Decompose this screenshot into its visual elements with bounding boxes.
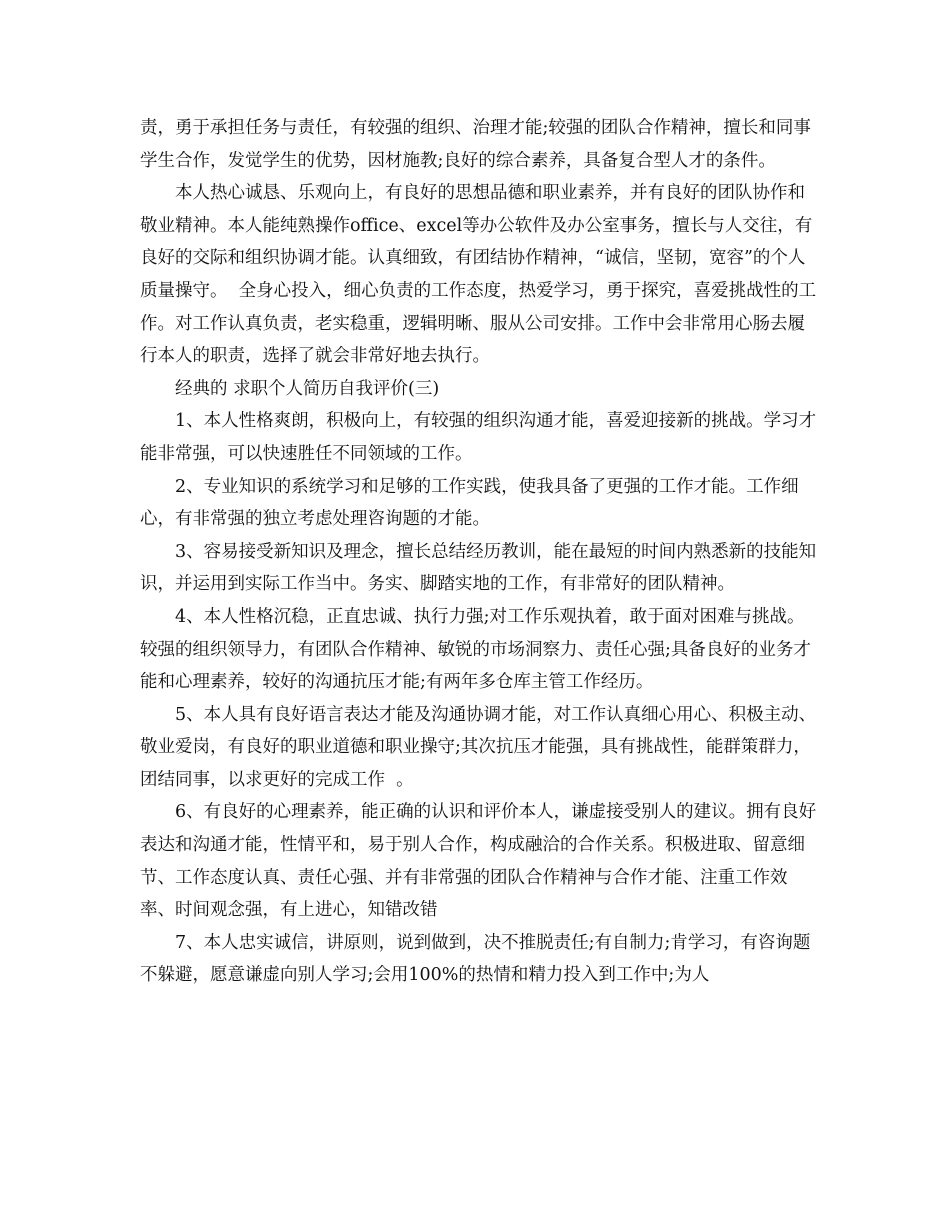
list-item-7: 7、本人忠实诚信，讲原则，说到做到，决不推脱责任;有自制力;肯学习，有咨询题不躲避，愿意谦虚向别人学习;会用100%的热情和精力投入到工作中;为人 — [140, 932, 811, 986]
list-item-1: 1、本人性格爽朗，积极向上，有较强的组织沟通才能，喜爱迎接新的挑战。学习才能非常强，可以快速胜任不同领域的工作。 — [140, 411, 817, 464]
list-item-3: 3、容易接受新知识及理念，擅长总结经历教训，能在最短的时间内熟悉新的技能知识，并运用到实际工作当中。务实、脚踏实地的工作，有非常好的团队精神。 — [140, 541, 817, 595]
paragraph-self-intro: 本人热心诚恳、乐观向上，有良好的思想品德和职业素养，并有良好的团队协作和敬业精神。本人能纯熟操作office、excel等办公软件及办公室事务，擅长与人交往，有良好的交际和组织协调才能。认真细致，有团结协作精神，“诚信，坚韧，宽容”的个人质量操守。 全身心投入，细心负责的工作态度，热爱学习，勇于探究，喜爱挑战性的工作。对工作认真负责，老实稳重，逻辑明晰、服从公司安排。工作中会非常用心肠去履行本人的职责，选择了就会非常好地去执行。 — [140, 183, 817, 367]
paragraph-continuation: 责，勇于承担任务与责任，有较强的组织、治理才能;较强的团队合作精神，擅长和同事学生合作，发觉学生的优势，因材施教;良好的综合素养，具备复合型人才的条件。 — [140, 118, 811, 171]
list-item-4: 4、本人性格沉稳，正直忠诚、执行力强;对工作乐观执着，敢于面对困难与挑战。较强的组织领导力，有团队合作精神、敏锐的市场洞察力、责任心强;具备良好的业务才能和心理素养，较好的沟通抗压才能;有两年多仓库主管工作经历。 — [140, 606, 811, 693]
list-item-2: 2、专业知识的系统学习和足够的工作实践，使我具备了更强的工作才能。工作细心，有非常强的独立考虑处理咨询题的才能。 — [140, 476, 799, 530]
list-item-6: 6、有良好的心理素养，能正确的认识和评价本人，谦虚接受别人的建议。拥有良好表达和沟通才能，性情平和，易于别人合作，构成融洽的合作关系。积极进取、留意细节、工作态度认真、责任心强、并有非常强的团队合作精神与合作才能、注重工作效率、时间观念强，有上进心，知错改错 — [140, 802, 817, 921]
list-item-5: 5、本人具有良好语言表达才能及沟通协调才能，对工作认真细心用心、积极主动、敬业爱岗，有良好的职业道德和职业操守;其次抗压才能强，具有挑战性，能群策群力，团结同事，以求更好的完成工作 。 — [140, 704, 817, 790]
document-body — [140, 112, 820, 992]
section-heading: 经典的 求职个人简历自我评价(三) — [175, 378, 440, 399]
